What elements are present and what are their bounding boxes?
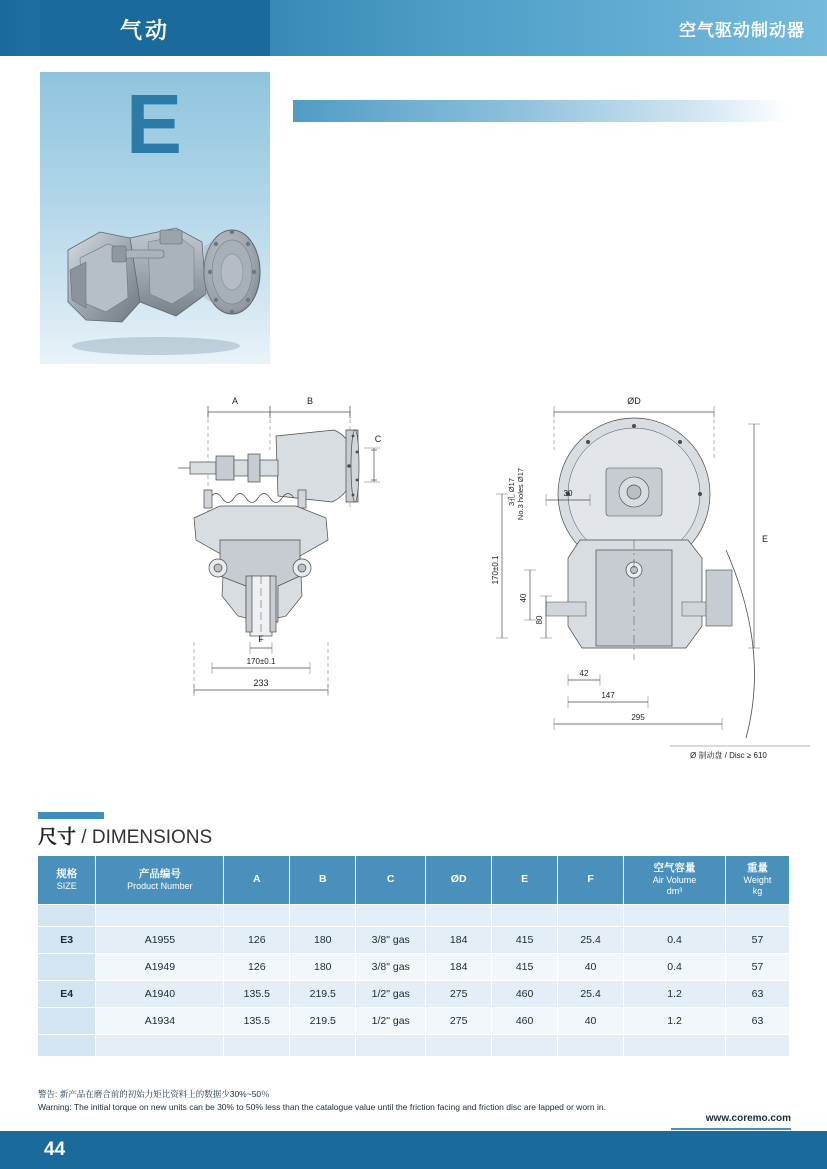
col-e: E [492, 856, 558, 904]
col-weight-cn: 重量 [746, 862, 768, 874]
warning-en: Warning: The initial torque on new units can be 30% to 50% less than the catalogue value until the friction facing and friction disc are lapped or worn in. [38, 1101, 606, 1112]
cell-f [558, 904, 624, 926]
cell-air [624, 904, 726, 926]
cell-size [38, 1007, 96, 1034]
cell-od: 184 [426, 926, 492, 953]
product-photo [56, 198, 264, 358]
dim-147: 147 [601, 691, 615, 700]
cell-size: E3 [38, 926, 96, 953]
cell-air: 0.4 [624, 926, 726, 953]
page-header [0, 0, 827, 56]
cell-size [38, 953, 96, 980]
dim-label-e: E [762, 534, 769, 544]
cell-od: 275 [426, 1007, 492, 1034]
cell-e: 415 [492, 926, 558, 953]
col-part-en: Product Number [127, 880, 193, 891]
cell-part: A1934 [96, 1007, 224, 1034]
cell-weight: 63 [725, 980, 789, 1007]
dim-42: 42 [579, 669, 589, 678]
cell-f: 25.4 [558, 926, 624, 953]
technical-drawing [150, 390, 810, 790]
table-row [38, 904, 790, 926]
col-b: B [290, 856, 356, 904]
cell-b: 180 [290, 926, 356, 953]
cell-air: 0.4 [624, 953, 726, 980]
cell-a [224, 904, 290, 926]
table-row [38, 953, 790, 980]
cell-size [38, 904, 96, 926]
col-size-en: SIZE [56, 880, 77, 891]
dim-233: 233 [253, 678, 269, 688]
holes-label-cn: 3孔 Ø17 [507, 478, 516, 506]
dimensions-table [38, 856, 790, 1057]
col-air-unit: dm³ [666, 886, 683, 897]
dimensions-heading [38, 822, 212, 849]
dim-170-vert: 170±0.1 [491, 555, 500, 585]
col-air-en: Air Volume [652, 875, 697, 886]
cell-weight [725, 1034, 789, 1056]
holes-label-en: No.3 holes Ø17 [516, 467, 525, 521]
dim-label-f: F [258, 634, 264, 644]
cell-e: 460 [492, 980, 558, 1007]
table-row [38, 980, 790, 1007]
cell-e: 460 [492, 1007, 558, 1034]
cell-a: 126 [224, 926, 290, 953]
dimensions-heading-en: / DIMENSIONS [81, 827, 213, 848]
cell-od [426, 904, 492, 926]
col-air-volume [624, 856, 726, 904]
table-row [38, 1034, 790, 1056]
website-rule [671, 1128, 791, 1130]
dimensions-rule [38, 812, 104, 819]
table-row [38, 926, 790, 953]
dim-30: 30 [563, 489, 573, 498]
cell-b: 180 [290, 953, 356, 980]
col-part [96, 856, 224, 904]
dim-label-b: B [306, 396, 314, 406]
cell-c: 3/8" gas [356, 926, 426, 953]
disc-label: Ø 制动盘 / Disc ≥ 610 [690, 751, 767, 760]
cell-c [356, 904, 426, 926]
cell-c [356, 1034, 426, 1056]
cell-size [38, 1034, 96, 1056]
dim-label-c: C [374, 434, 382, 444]
cell-f [558, 1034, 624, 1056]
cell-e [492, 1034, 558, 1056]
cell-f: 40 [558, 1007, 624, 1034]
page-footer [0, 1131, 827, 1169]
cell-od: 184 [426, 953, 492, 980]
dimensions-heading-cn: 尺寸 [38, 827, 77, 848]
cell-part: A1949 [96, 953, 224, 980]
cell-od: 275 [426, 980, 492, 1007]
cell-e: 415 [492, 953, 558, 980]
col-air-cn: 空气容量 [653, 862, 696, 874]
cell-b: 219.5 [290, 980, 356, 1007]
cell-weight: 63 [725, 1007, 789, 1034]
dim-40: 40 [519, 593, 528, 603]
cell-part: A1940 [96, 980, 224, 1007]
dim-295: 295 [631, 713, 645, 722]
cell-b [290, 904, 356, 926]
cell-a [224, 1034, 290, 1056]
cell-part [96, 1034, 224, 1056]
dim-label-od: ØD [627, 396, 641, 406]
header-title-cn: 气动 [120, 18, 171, 43]
cell-air: 1.2 [624, 980, 726, 1007]
series-letter: E [126, 77, 183, 171]
cell-e [492, 904, 558, 926]
cell-part [96, 904, 224, 926]
table-header-row [38, 856, 790, 904]
col-od: ØD [426, 856, 492, 904]
cell-c: 1/2" gas [356, 980, 426, 1007]
website-text: www.coremo.com [705, 1113, 791, 1124]
col-c: C [356, 856, 426, 904]
warning-cn: 警告: 新产品在磨合前的初始力矩比资料上的数据少30%~50％ [38, 1089, 270, 1099]
cell-a: 126 [224, 953, 290, 980]
cell-b [290, 1034, 356, 1056]
cell-f: 40 [558, 953, 624, 980]
cell-f: 25.4 [558, 980, 624, 1007]
cell-air: 1.2 [624, 1007, 726, 1034]
header-title-right: 空气驱动制动器 [679, 21, 805, 40]
cell-c: 1/2" gas [356, 1007, 426, 1034]
col-weight-en: Weight [743, 875, 772, 886]
page-number: 44 [44, 1139, 66, 1160]
dim-170-tol: 170±0.1 [246, 657, 276, 666]
col-weight [725, 856, 789, 904]
col-size [38, 856, 96, 904]
warning-note [38, 1088, 738, 1114]
col-size-cn: 规格 [56, 867, 78, 880]
cell-size: E4 [38, 980, 96, 1007]
cell-b: 219.5 [290, 1007, 356, 1034]
col-part-cn: 产品编号 [138, 867, 181, 880]
col-weight-unit: kg [752, 886, 763, 897]
cell-air [624, 1034, 726, 1056]
cell-c: 3/8" gas [356, 953, 426, 980]
cell-weight: 57 [725, 953, 789, 980]
cell-weight [725, 904, 789, 926]
dim-label-a: A [231, 396, 239, 406]
cell-od [426, 1034, 492, 1056]
cell-weight: 57 [725, 926, 789, 953]
col-a: A [224, 856, 290, 904]
cell-a: 135.5 [224, 980, 290, 1007]
dim-80: 80 [535, 615, 544, 625]
cell-part: A1955 [96, 926, 224, 953]
cell-a: 135.5 [224, 1007, 290, 1034]
table-row [38, 1007, 790, 1034]
accent-bar [293, 100, 788, 122]
col-f: F [558, 856, 624, 904]
